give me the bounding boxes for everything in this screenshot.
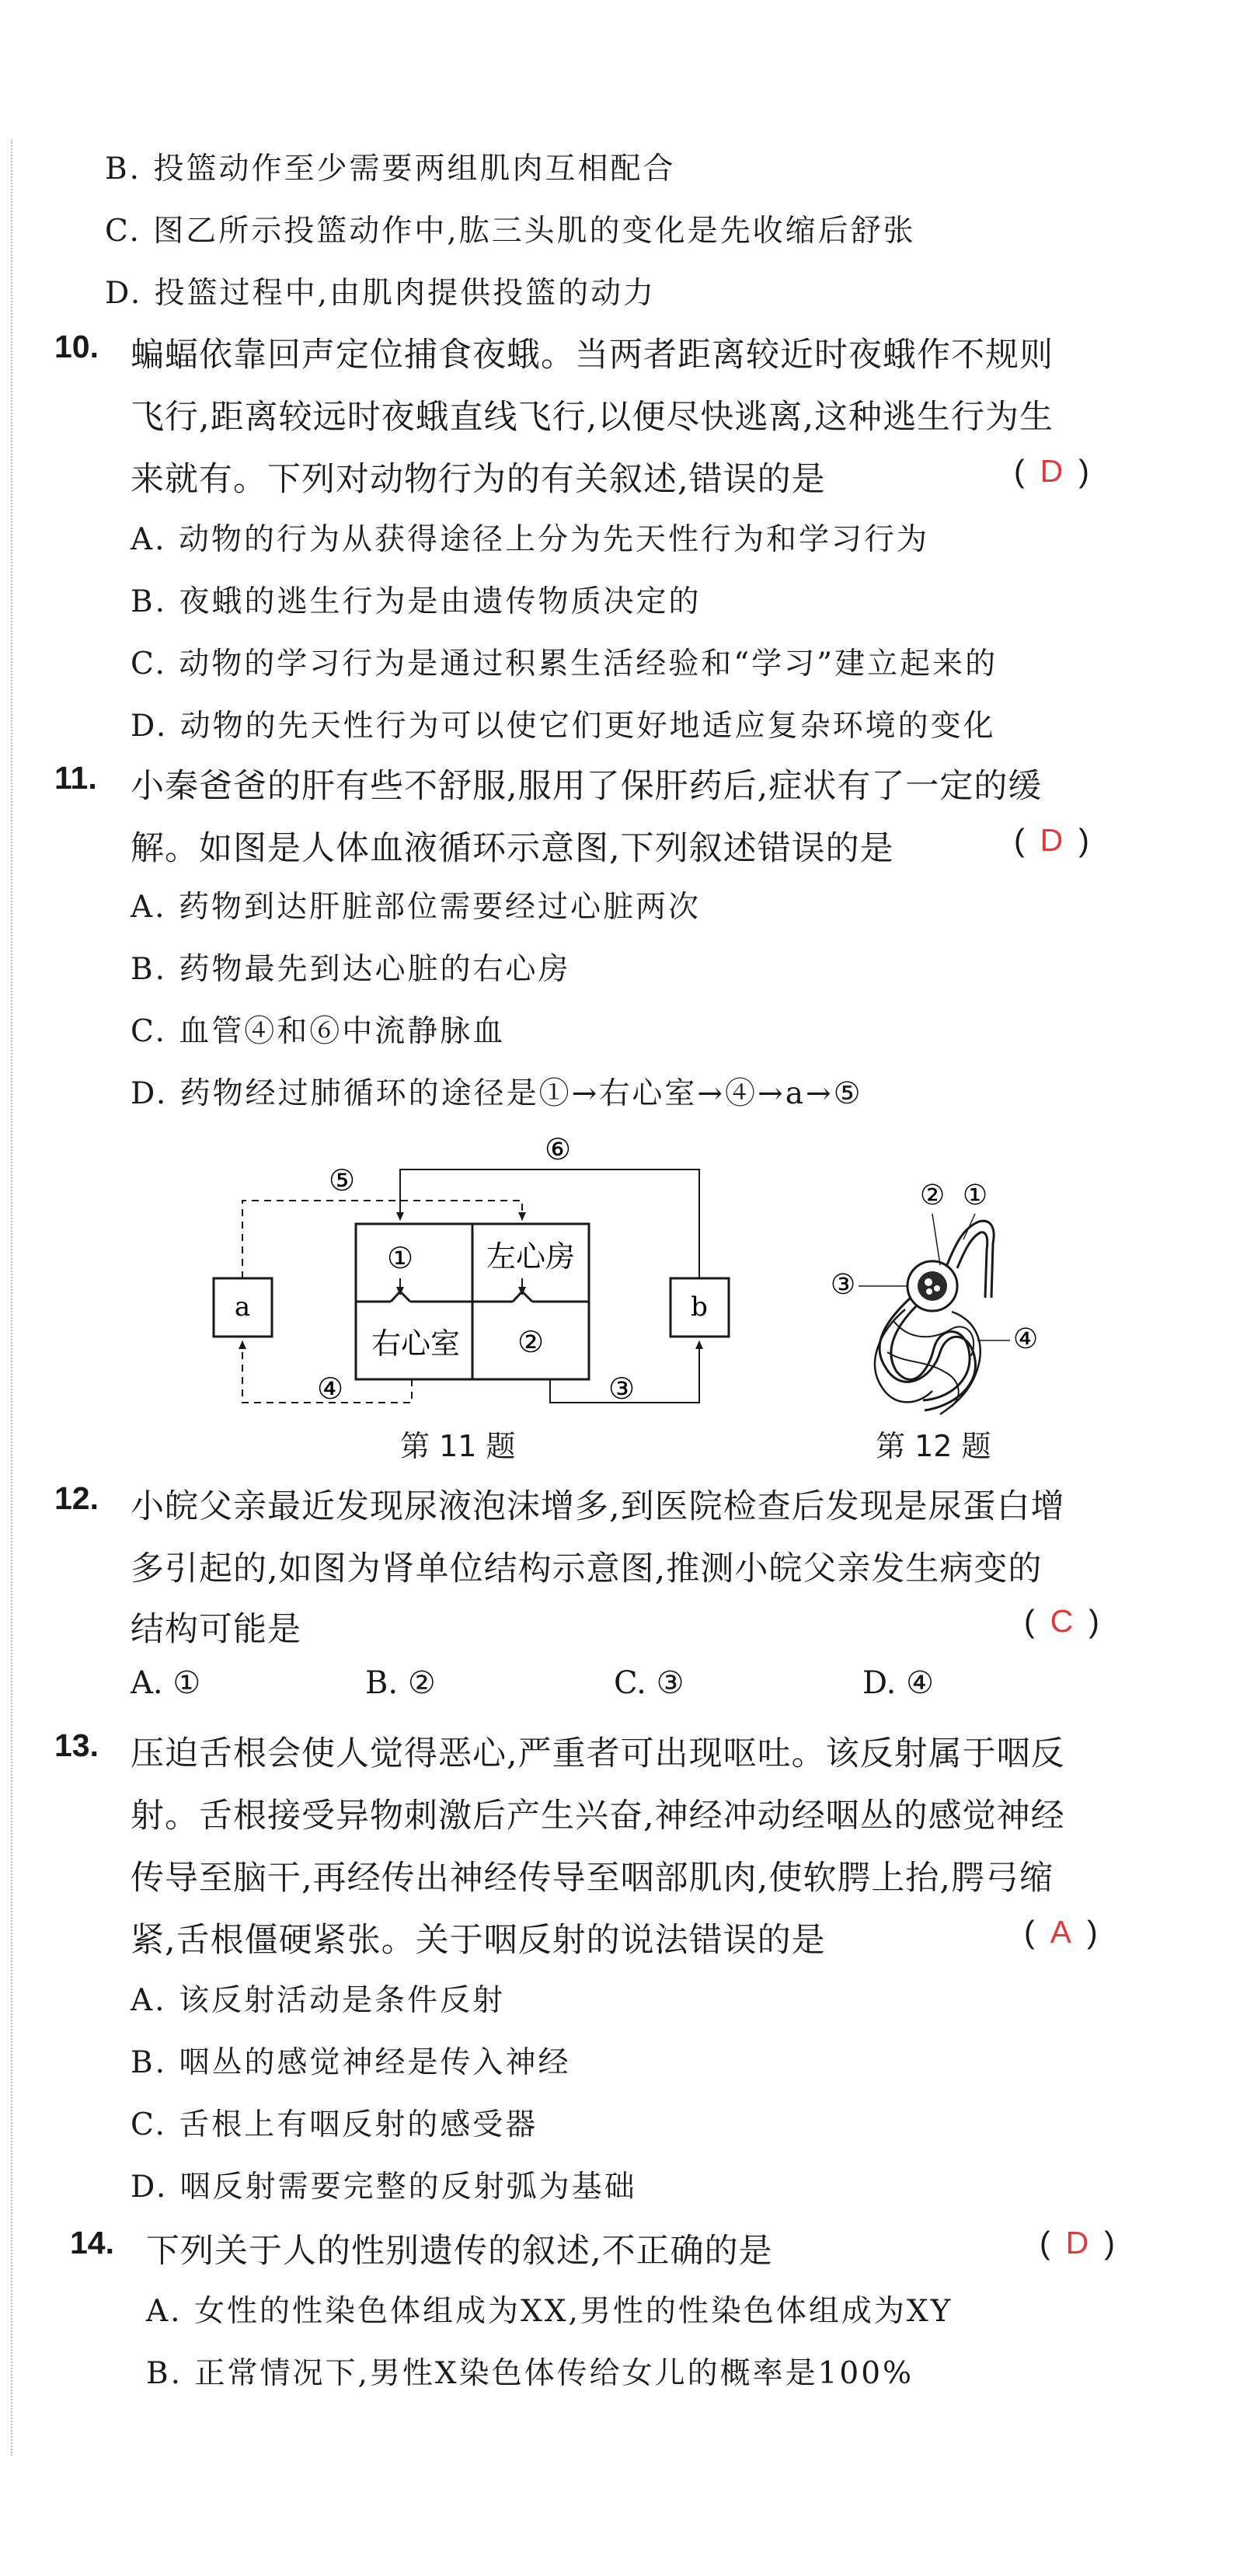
q12-choice-a: A. ① <box>131 1665 201 1701</box>
q10-answer: ( D ) <box>1014 453 1089 489</box>
label-left-atrium: 左心房 <box>486 1239 576 1274</box>
q11-answer: ( D ) <box>1014 822 1089 858</box>
nephron-diagram <box>816 1173 1049 1422</box>
q12-stem-line3: 结构可能是 <box>131 1610 301 1649</box>
vessel-5 <box>242 1201 522 1278</box>
q14-answer-letter: D <box>1065 2225 1089 2261</box>
q13-option-c: C. 舌根上有咽反射的感受器 <box>131 2107 538 2142</box>
q11-option-d: D. 药物经过肺循环的途径是①→右心室→④→a→⑤ <box>131 1076 863 1111</box>
nephron-label-2: ② <box>919 1180 946 1211</box>
q13-answer: ( A ) <box>1024 1914 1098 1950</box>
q10-stem-line2: 飞行,距离较远时夜蛾直线飞行,以便尽快逃离,这种逃生行为生 <box>131 398 1054 437</box>
fig11-caption: 第 11 题 <box>400 1429 516 1463</box>
nephron-label-3: ③ <box>830 1269 856 1301</box>
nephron-label-1: ① <box>962 1180 988 1211</box>
q12-answer-letter: C <box>1050 1603 1074 1639</box>
q13-stem-line3: 传导至脑干,再经传出神经传导至咽部肌肉,使软腭上抬,腭弓缩 <box>131 1859 1054 1898</box>
q11-stem-line1: 小秦爸爸的肝有些不舒服,服用了保肝药后,症状有了一定的缓 <box>131 767 1043 806</box>
q11-answer-letter: D <box>1040 822 1064 858</box>
q9-option-b: B. 投篮动作至少需要两组肌肉互相配合 <box>105 152 676 186</box>
circulation-diagram <box>202 1127 761 1414</box>
svg-text:a: a <box>234 1291 251 1323</box>
q14-option-a: A. 女性的性染色体组成为XX,男性的性染色体组成为XY <box>146 2294 953 2329</box>
q10-stem-line1: 蝙蝠依靠回声定位捕食夜蛾。当两者距离较近时夜蛾作不规则 <box>131 336 1054 375</box>
q10-number: 10. <box>54 329 99 364</box>
q13-answer-letter: A <box>1050 1914 1072 1950</box>
q10-option-d: D. 动物的先天性行为可以使它们更好地适应复杂环境的变化 <box>131 709 996 744</box>
label-right-ventricle: 右心室 <box>371 1326 461 1361</box>
q14-option-b: B. 正常情况下,男性X染色体传给女儿的概率是100% <box>146 2356 914 2391</box>
glomerulus <box>918 1271 947 1301</box>
q13-number: 13. <box>54 1727 99 1763</box>
q12-stem-line1: 小皖父亲最近发现尿液泡沫增多,到医院检查后发现是尿蛋白增 <box>131 1487 1065 1526</box>
q10-option-c: C. 动物的学习行为是通过积累生活经验和“学习”建立起来的 <box>131 647 998 681</box>
q11-option-a: A. 药物到达肝脏部位需要经过心脏两次 <box>131 890 701 925</box>
q13-stem-line2: 射。舌根接受异物刺激后产生兴奋,神经冲动经咽丛的感觉神经 <box>131 1797 1065 1835</box>
q11-number: 11. <box>54 760 97 796</box>
q14-stem-line1: 下列关于人的性别遗传的叙述,不正确的是 <box>146 2232 773 2271</box>
q12-choice-c: C. ③ <box>614 1665 684 1701</box>
q10-answer-letter: D <box>1040 453 1064 489</box>
q13-stem-line4: 紧,舌根僵硬紧张。关于咽反射的说法错误的是 <box>131 1921 826 1960</box>
label-6: ⑥ <box>544 1132 572 1166</box>
q11-stem-line2: 解。如图是人体血液循环示意图,下列叙述错误的是 <box>131 829 894 868</box>
q12-choice-b: B. ② <box>365 1665 436 1701</box>
q13-option-b: B. 咽丛的感觉神经是传入神经 <box>131 2045 571 2080</box>
q12-number: 12. <box>54 1480 99 1516</box>
label-5: ⑤ <box>328 1163 356 1197</box>
q12-stem-line2: 多引起的,如图为肾单位结构示意图,推测小皖父亲发生病变的 <box>131 1549 1043 1588</box>
q13-option-a: A. 该反射活动是条件反射 <box>131 1983 505 2018</box>
q11-option-b: B. 药物最先到达心脏的右心房 <box>131 952 571 987</box>
q13-option-d: D. 咽反射需要完整的反射弧为基础 <box>131 2170 637 2205</box>
q13-stem-line1: 压迫舌根会使人觉得恶心,严重者可出现呕吐。该反射属于咽反 <box>131 1734 1065 1773</box>
q12-answer: ( C ) <box>1024 1603 1099 1639</box>
q14-number: 14. <box>70 2225 114 2261</box>
q9-option-d: D. 投篮过程中,由肌肉提供投篮的动力 <box>105 276 657 311</box>
fig12-caption: 第 12 题 <box>876 1429 991 1463</box>
q10-option-b: B. 夜蛾的逃生行为是由遗传物质决定的 <box>131 584 702 619</box>
q14-answer: ( D ) <box>1040 2225 1115 2261</box>
label-4: ④ <box>316 1372 344 1406</box>
label-2: ② <box>517 1325 545 1359</box>
q10-option-a: A. 动物的行为从获得途径上分为先天性行为和学习行为 <box>131 522 929 557</box>
nephron-label-4: ④ <box>1012 1323 1039 1355</box>
svg-text:b: b <box>691 1291 708 1323</box>
q11-option-c: C. 血管④和⑥中流静脉血 <box>131 1014 506 1049</box>
q9-option-c: C. 图乙所示投篮动作中,肱三头肌的变化是先收缩后舒张 <box>105 214 916 249</box>
label-3: ③ <box>608 1372 636 1406</box>
q12-choice-d: D. ④ <box>862 1665 934 1701</box>
q10-stem-line3: 来就有。下列对动物行为的有关叙述,错误的是 <box>131 460 826 499</box>
page-fold-edge <box>11 140 12 2456</box>
label-1: ① <box>386 1241 414 1275</box>
